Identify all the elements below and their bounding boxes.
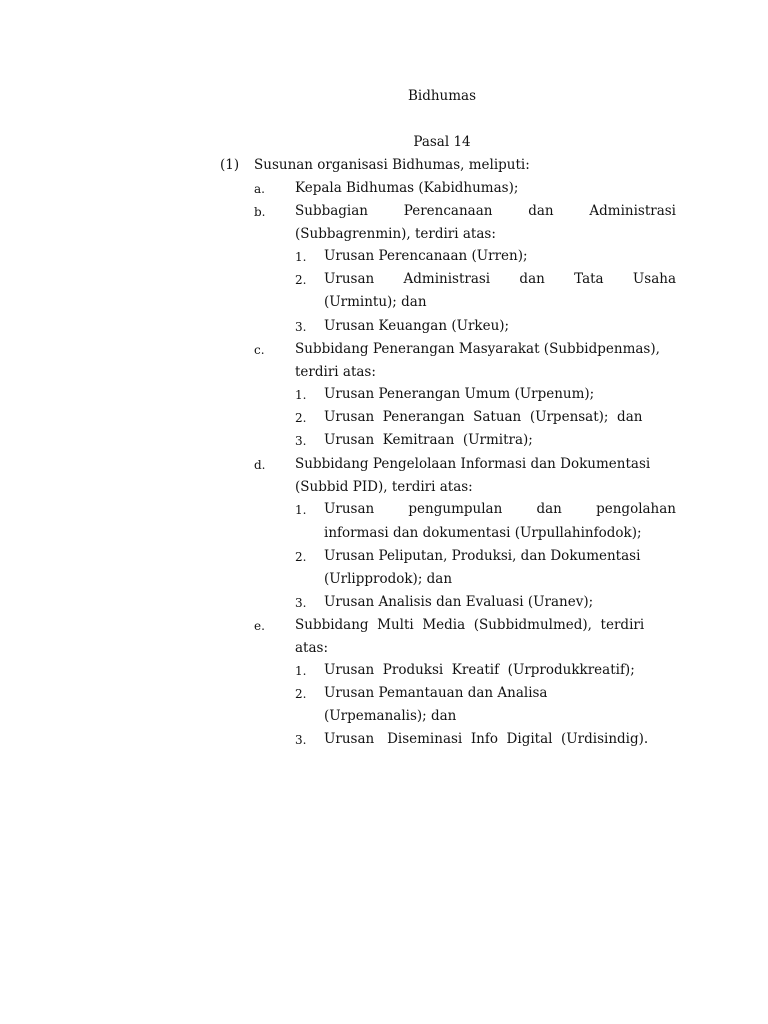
item-b-sub2-text-line-2: (Urmintu); dan: [324, 294, 427, 310]
clause-number: (1): [220, 157, 240, 173]
item-b-marker: b.: [254, 205, 266, 219]
item-e-marker: e.: [254, 619, 265, 633]
item-e-sub2-text-line-2: (Urpemanalis); dan: [324, 708, 457, 724]
item-d-sub2-text-line-1: Urusan Peliputan, Produksi, dan Dokumentasi: [324, 548, 641, 564]
article-title: Pasal 14: [413, 134, 471, 150]
item-c-sub2-marker: 2.: [295, 411, 307, 425]
item-d-sub3-marker: 3.: [295, 596, 307, 610]
item-c-sub1-text: Urusan Penerangan Umum (Urpenum);: [324, 386, 595, 402]
item-b-sub3-text: Urusan Keuangan (Urkeu);: [324, 318, 510, 334]
item-d-sub1-marker: 1.: [295, 503, 307, 517]
item-d-text-line-2: (Subbid PID), terdiri atas:: [295, 479, 473, 495]
item-d-sub1-text-line-2: informasi dan dokumentasi (Urpullahinfodok);: [324, 525, 642, 541]
item-e-sub2-text-line-1: Urusan Pemantauan dan Analisa: [324, 685, 548, 701]
item-e-text-line-2: atas:: [295, 640, 328, 656]
item-e-sub1-marker: 1.: [295, 664, 307, 678]
item-c-sub3-marker: 3.: [295, 434, 307, 448]
item-c-sub3-text: Urusan Kemitraan (Urmitra);: [324, 432, 533, 448]
item-b-sub3-marker: 3.: [295, 320, 307, 334]
item-d-marker: d.: [254, 458, 266, 472]
item-d-sub3-text: Urusan Analisis dan Evaluasi (Uranev);: [324, 594, 594, 610]
item-e-sub3-marker: 3.: [295, 733, 307, 747]
item-b-sub1-marker: 1.: [295, 250, 307, 264]
item-c-marker: c.: [254, 343, 265, 357]
item-e-sub3-text: Urusan Diseminasi Info Digital (Urdisindig).: [324, 731, 649, 747]
item-c-sub1-marker: 1.: [295, 388, 307, 402]
item-b-sub1-text: Urusan Perencanaan (Urren);: [324, 248, 528, 264]
item-d-sub2-marker: 2.: [295, 550, 307, 564]
item-c-text-line-2: terdiri atas:: [295, 364, 376, 380]
item-b-text-line-2: (Subbagrenmin), terdiri atas:: [295, 226, 496, 242]
item-b-text-line-1: Subbagian Perencanaan dan Administrasi: [295, 203, 676, 219]
document-heading: Bidhumas: [407, 88, 477, 104]
item-b-sub2-marker: 2.: [295, 273, 307, 287]
clause-text: Susunan organisasi Bidhumas, meliputi:: [254, 157, 530, 173]
item-a-text: Kepala Bidhumas (Kabidhumas);: [295, 180, 519, 196]
item-e-text-line-1: Subbidang Multi Media (Subbidmulmed), terdiri: [295, 617, 645, 633]
item-d-sub2-text-line-2: (Urlipprodok); dan: [324, 571, 453, 587]
item-d-sub1-text-line-1: Urusan pengumpulan dan pengolahan: [324, 501, 676, 517]
item-c-text-line-1: Subbidang Penerangan Masyarakat (Subbidpenmas),: [295, 341, 660, 357]
item-e-sub2-marker: 2.: [295, 687, 307, 701]
item-c-sub2-text: Urusan Penerangan Satuan (Urpensat); dan: [324, 409, 643, 425]
item-b-sub2-text-line-1: Urusan Administrasi dan Tata Usaha: [324, 271, 676, 287]
item-a-marker: a.: [254, 182, 265, 196]
item-d-text-line-1: Subbidang Pengelolaan Informasi dan Dokumentasi: [295, 456, 651, 472]
item-e-sub1-text: Urusan Produksi Kreatif (Urprodukkreatif);: [324, 662, 635, 678]
